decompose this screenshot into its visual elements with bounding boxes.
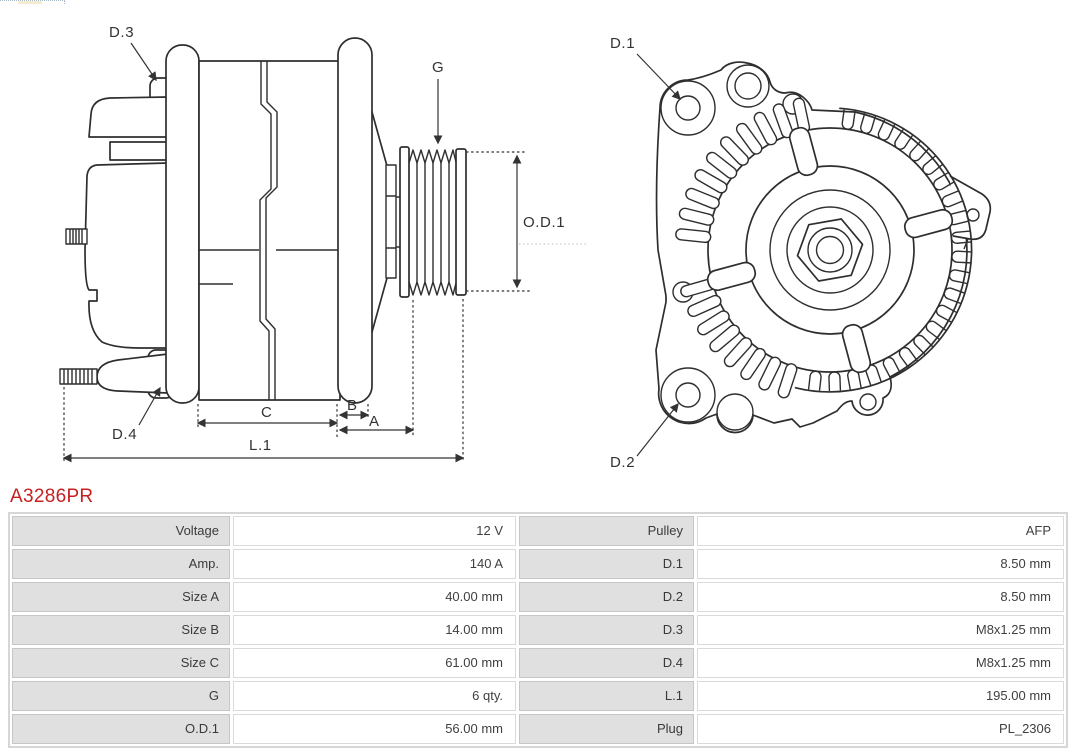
dim-label-c: C — [261, 404, 273, 421]
spec-label: Amp. — [12, 549, 230, 579]
spec-value: M8x1.25 mm — [697, 615, 1064, 645]
side-view-drawing — [60, 38, 466, 403]
drive-end-cone — [372, 112, 387, 332]
dim-label-d1: D.1 — [610, 35, 636, 52]
shaft-spacer — [386, 165, 401, 278]
spec-value: 56.00 mm — [233, 714, 516, 744]
part-number: A3286PR — [10, 486, 94, 507]
dim-label-d2: D.2 — [610, 454, 636, 471]
spec-label: Pulley — [519, 516, 694, 546]
spec-label: O.D.1 — [12, 714, 230, 744]
spec-value: 61.00 mm — [233, 648, 516, 678]
rear-flange — [166, 45, 199, 403]
spec-table — [8, 512, 1068, 748]
dim-label-d3: D.3 — [109, 24, 135, 41]
dim-label-b: B — [347, 397, 358, 414]
rear-housing — [85, 163, 168, 348]
spec-value: AFP — [697, 516, 1064, 546]
spec-label: Size A — [12, 582, 230, 612]
spec-value: 8.50 mm — [697, 582, 1064, 612]
spec-label: Size B — [12, 615, 230, 645]
spec-value: PL_2306 — [697, 714, 1064, 744]
terminal-stud-top — [66, 229, 87, 244]
dim-label-d4: D.4 — [112, 426, 138, 443]
pulley — [400, 147, 466, 297]
spec-label: G — [12, 681, 230, 711]
spec-label: D.1 — [519, 549, 694, 579]
spec-value: 195.00 mm — [697, 681, 1064, 711]
spec-label: L.1 — [519, 681, 694, 711]
connector-tab — [110, 142, 168, 160]
spec-value: 40.00 mm — [233, 582, 516, 612]
spec-label: Size C — [12, 648, 230, 678]
spec-value: 12 V — [233, 516, 516, 546]
spec-value: 14.00 mm — [233, 615, 516, 645]
spec-label: D.2 — [519, 582, 694, 612]
bottom-lug — [97, 354, 168, 393]
terminal-stud-bottom — [60, 369, 97, 384]
spec-label: D.3 — [519, 615, 694, 645]
spec-value: M8x1.25 mm — [697, 648, 1064, 678]
dim-label-a: A — [369, 413, 380, 430]
front-view-drawing — [656, 62, 990, 432]
spec-label: D.4 — [519, 648, 694, 678]
dim-label-g: G — [432, 59, 445, 76]
rear-cover — [89, 97, 168, 137]
dim-label-od1: O.D.1 — [523, 214, 566, 231]
spec-label: Plug — [519, 714, 694, 744]
spec-value: 6 qty. — [233, 681, 516, 711]
spec-label: Voltage — [12, 516, 230, 546]
spec-value: 140 A — [233, 549, 516, 579]
spec-value: 8.50 mm — [697, 549, 1064, 579]
front-flange — [338, 38, 372, 403]
dim-label-l1: L.1 — [249, 437, 272, 454]
